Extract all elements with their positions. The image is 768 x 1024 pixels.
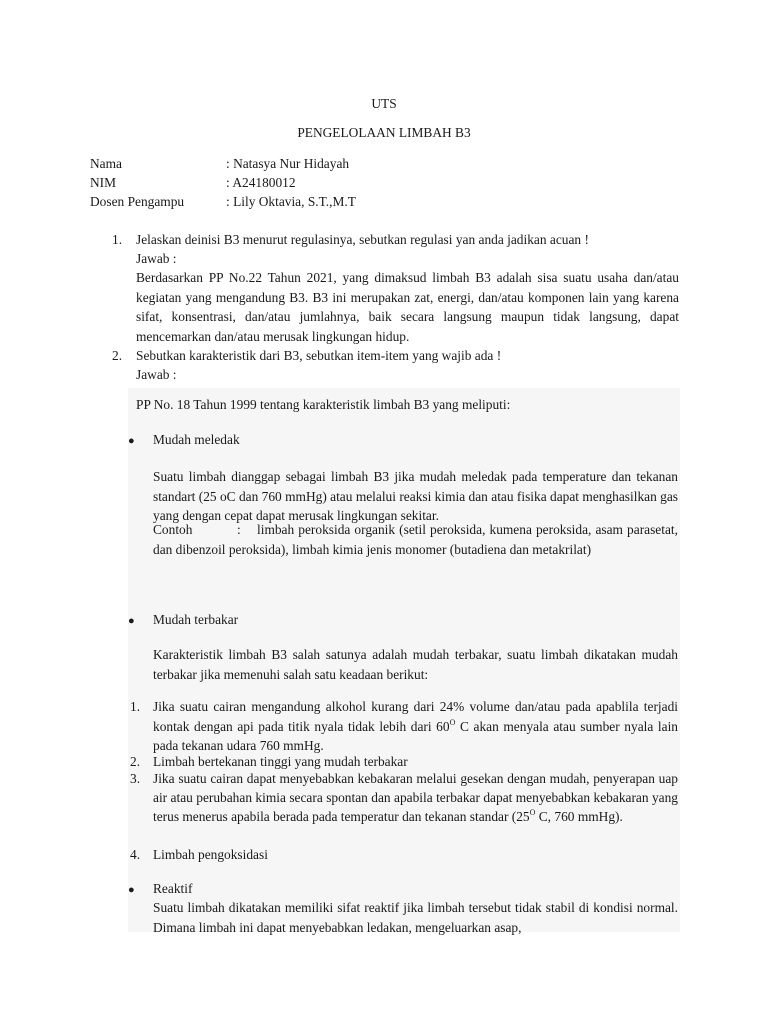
terbakar-item-4-number: 4. [130, 847, 141, 862]
name-label: Nama [90, 156, 122, 171]
superscript-o: O [529, 808, 536, 817]
question-1-jawab: Jawab : [136, 251, 177, 266]
terbakar-item-1-number: 1. [130, 699, 141, 714]
terbakar-item-3-text: Jika suatu cairan dapat menyebabkan kebakaran melalui gesekan dengan mudah, penyerapan uap air atau perubahan kimia secara spontan dan apabila terbakar dapat menyebabkan kebakaran yang terus menerus apabila berada pada temperatur dan tekanan standar (25 [153, 771, 678, 824]
terbakar-description: Karakteristik limbah B3 salah satunya adalah mudah terbakar, suatu limbah dikatakan mudah terbakar jika memenuhi salah satu keadaan berikut: [153, 647, 678, 682]
terbakar-item-1-text: Jika suatu cairan mengandung alkohol kurang dari 24% volume dan/atau pada apablila terjadi kontak dengan api pada titik nyala tidak lebih dari 60 [153, 699, 678, 734]
terbakar-item-4: Limbah pengoksidasi [153, 847, 268, 862]
bullet-icon: ● [128, 435, 135, 447]
terbakar-item-3-text-end: C, 760 mmHg). [535, 809, 623, 824]
bullet-icon: ● [128, 884, 135, 896]
terbakar-item-2: Limbah bertekanan tinggi yang mudah terbakar [153, 754, 408, 769]
terbakar-title: Mudah terbakar [153, 612, 239, 627]
nim-value: : A24180012 [226, 175, 296, 190]
terbakar-item-2-number: 2. [130, 754, 141, 769]
name-value: : Natasya Nur Hidayah [226, 156, 350, 171]
terbakar-item-1 [153, 697, 678, 756]
question-2-number: 2. [112, 348, 123, 363]
question-1-number: 1. [112, 232, 123, 247]
meledak-contoh [153, 520, 678, 559]
superscript-o: O [449, 717, 456, 727]
question-2-intro: PP No. 18 Tahun 1999 tentang karakteristik limbah B3 yang meliputi: [136, 397, 511, 412]
question-2-text: Sebutkan karakteristik dari B3, sebutkan item-item yang wajib ada ! [136, 348, 502, 363]
meledak-description: Suatu limbah dianggap sebagai limbah B3 jika mudah meledak pada temperature dan tekanan standart (25 oC dan 760 mmHg) atau melalui reaksi kimia dan atau fisika dapat menghasilkan gas yang dengan cepat dapat merusak lingkungan sekitar. [153, 469, 678, 524]
question-2-jawab: Jawab : [136, 367, 177, 382]
contoh-colon: : [237, 522, 241, 537]
bullet-icon: ● [128, 615, 135, 627]
question-1-text: Jelaskan deinisi B3 menurut regulasinya, sebutkan regulasi yan anda jadikan acuan ! [136, 232, 589, 247]
dosen-value: : Lily Oktavia, S.T.,M.T [226, 194, 356, 209]
contoh-text: limbah peroksida organik (setil peroksida, kumena peroksida, asam parasetat, dan dibenzoil peroksida), limbah kimia jenis monomer (butadiena dan metakrilat) [153, 522, 678, 557]
contoh-label: Contoh [153, 522, 193, 537]
reaktif-description: Suatu limbah dikatakan memiliki sifat reaktif jika limbah tersebut tidak stabil di kondisi normal. Dimana limbah ini dapat menyebabkan ledakan, mengeluarkan asap, [153, 900, 678, 935]
terbakar-item-3 [153, 769, 678, 826]
question-1-answer: Berdasarkan PP No.22 Tahun 2021, yang dimaksud limbah B3 adalah sisa suatu usaha dan/atau kegiatan yang mengandung B3. B3 ini merupakan zat, energi, dan/atau komponen lain yang karena sifat, konsentrasi, dan/atau jumlahnya, baik secara langsung maupun tidak langsung, dapat mencemarkan dan/atau merusak lingkungan hidup. [136, 270, 679, 344]
meledak-title: Mudah meledak [153, 432, 240, 447]
reaktif-title: Reaktif [153, 881, 193, 896]
document-subtitle: PENGELOLAAN LIMBAH B3 [297, 125, 471, 140]
terbakar-item-3-number: 3. [130, 771, 141, 786]
terbakar-item-1-text-end: C akan menyala atau sumber nyala lain pada tekanan udara 760 mmHg. [153, 718, 678, 754]
dosen-label: Dosen Pengampu [90, 194, 185, 209]
nim-label: NIM [90, 175, 117, 190]
document-title: UTS [371, 96, 397, 111]
